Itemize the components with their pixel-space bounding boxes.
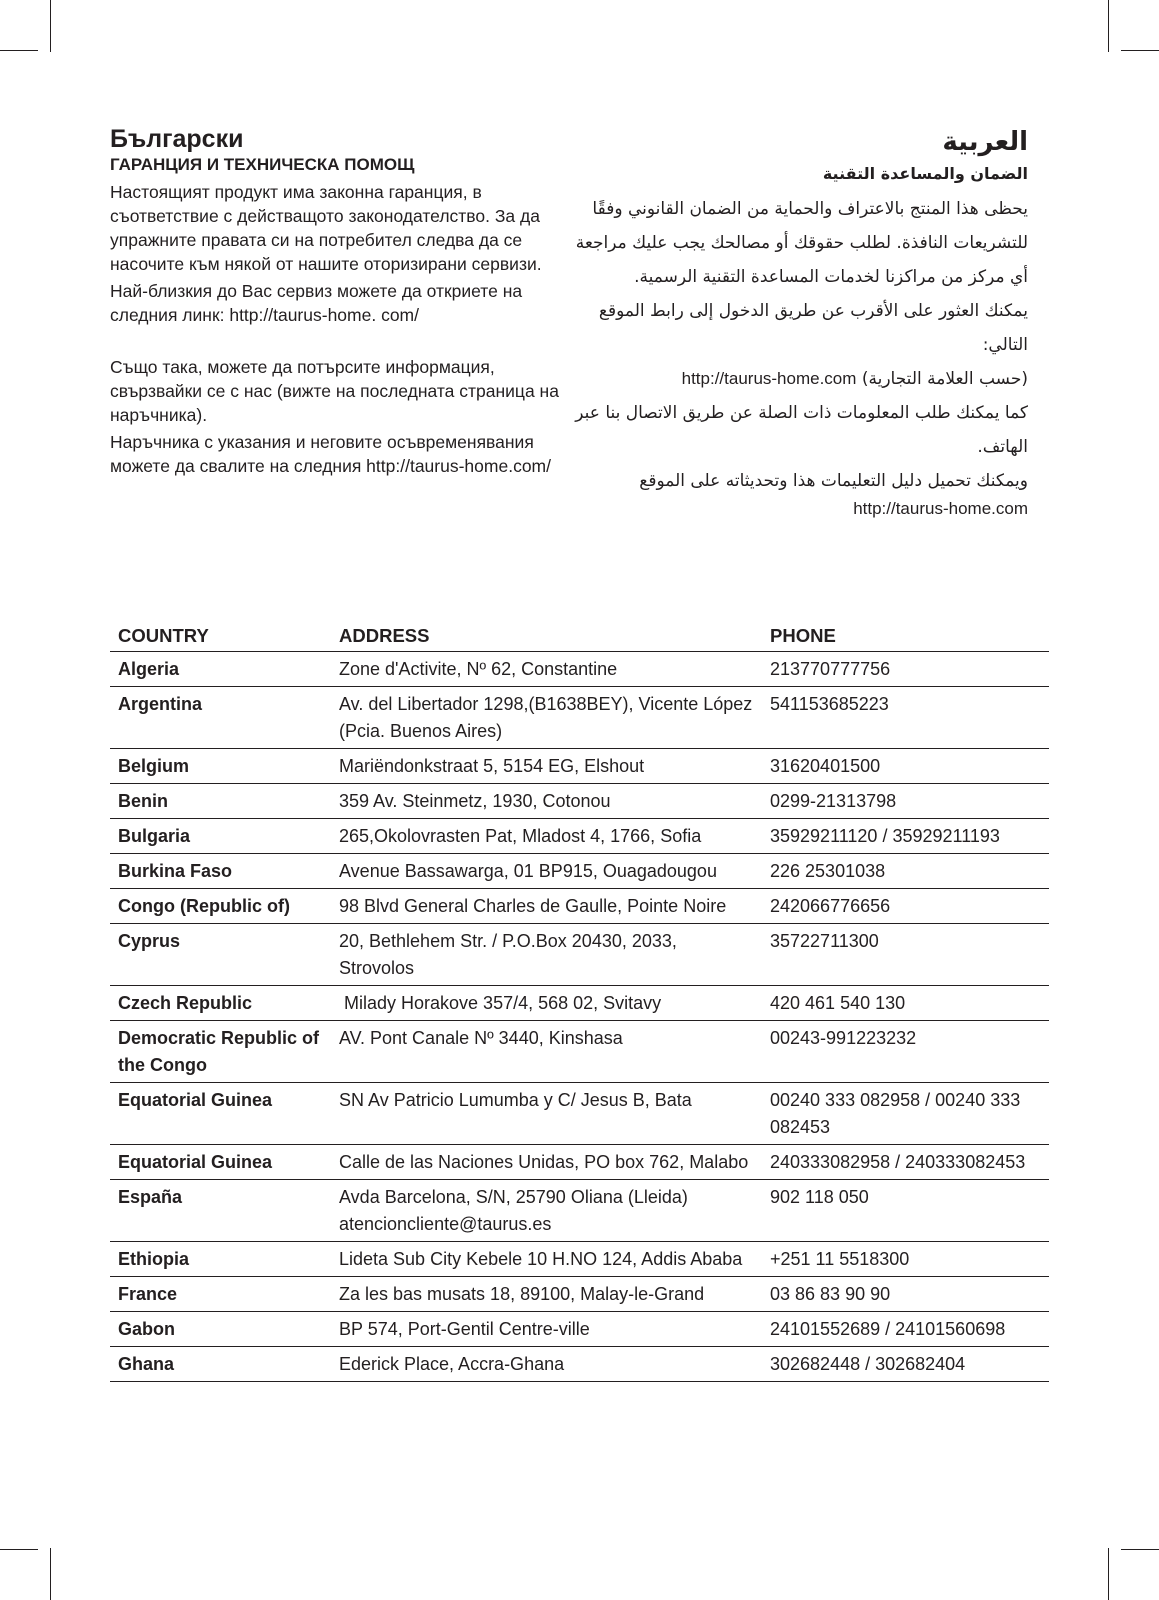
country-cell: Benin <box>110 784 331 819</box>
table-row <box>110 749 1049 784</box>
phone-cell: +251 11 5518300 <box>762 1242 1049 1277</box>
paragraph: كما يمكنك طلب المعلومات ذات الصلة عن طريق الاتصال بنا عبر الهاتف. <box>575 403 1028 457</box>
address-cell: Za les bas musats 18, 89100, Malay-le-Grand <box>331 1277 762 1312</box>
address-cell: 98 Blvd General Charles de Gaulle, Pointe Noire <box>331 889 762 924</box>
country-cell: Burkina Faso <box>110 854 331 889</box>
country-cell: Algeria <box>110 652 331 687</box>
paragraph: Също така, можете да потърсите информация, свързвайки се с нас (вижте на последната страница на наръчника). <box>110 357 559 425</box>
table-row <box>110 854 1049 889</box>
address-cell: Avda Barcelona, S/N, 25790 Oliana (Lleida) atencioncliente@taurus.es <box>331 1180 762 1242</box>
phone-cell: 302682448 / 302682404 <box>762 1347 1049 1382</box>
address-cell: SN Av Patricio Lumumba y C/ Jesus B, Bata <box>331 1083 762 1145</box>
table-row <box>110 784 1049 819</box>
paragraph: Най-близкия до Вас сервиз можете да откриете на следния линк: http://taurus-home. com/ <box>110 281 523 325</box>
table-row <box>110 1145 1049 1180</box>
country-cell: Ethiopia <box>110 1242 331 1277</box>
table-row <box>110 1083 1049 1145</box>
country-cell: Equatorial Guinea <box>110 1145 331 1180</box>
phone-cell: 242066776656 <box>762 889 1049 924</box>
phone-cell: 0299-21313798 <box>762 784 1049 819</box>
paragraph: Наръчника с указания и неговите осъвременявания можете да свалите на следния http://taurus-home.com/ <box>110 432 551 476</box>
phone-cell: 240333082958 / 240333082453 <box>762 1145 1049 1180</box>
service-centers-table <box>110 622 1049 1382</box>
table-row <box>110 1180 1049 1242</box>
country-cell: France <box>110 1277 331 1312</box>
table-row <box>110 924 1049 986</box>
crop-mark <box>0 1549 38 1550</box>
column-header-country: COUNTRY <box>110 622 331 652</box>
phone-cell: 541153685223 <box>762 687 1049 749</box>
address-cell: AV. Pont Canale Nº 3440, Kinshasa <box>331 1021 762 1083</box>
address-cell: Av. del Libertador 1298,(B1638BEY), Vicente López (Pcia. Buenos Aires) <box>331 687 762 749</box>
paragraph: يمكنك العثور على الأقرب عن طريق الدخول إلى رابط الموقع التالي: <box>598 301 1028 355</box>
column-header-address: ADDRESS <box>331 622 762 652</box>
table-row <box>110 1312 1049 1347</box>
table-row <box>110 1242 1049 1277</box>
phone-cell: 213770777756 <box>762 652 1049 687</box>
table-row <box>110 889 1049 924</box>
address-cell: 359 Av. Steinmetz, 1930, Cotonou <box>331 784 762 819</box>
table-row <box>110 986 1049 1021</box>
address-cell: Ederick Place, Accra-Ghana <box>331 1347 762 1382</box>
address-cell: Zone d'Activite, Nº 62, Constantine <box>331 652 762 687</box>
crop-mark <box>1108 1548 1109 1600</box>
address-cell: BP 574, Port-Gentil Centre-ville <box>331 1312 762 1347</box>
phone-cell: 03 86 83 90 90 <box>762 1277 1049 1312</box>
language-title: العربية <box>942 127 1028 157</box>
website-link[interactable]: http://taurus-home.com <box>681 369 857 388</box>
paragraph <box>568 362 1028 396</box>
country-cell: Democratic Republic of the Congo <box>110 1021 331 1083</box>
language-title: Български <box>110 125 244 153</box>
table-row <box>110 1277 1049 1312</box>
phone-cell: 24101552689 / 24101560698 <box>762 1312 1049 1347</box>
phone-cell: 31620401500 <box>762 749 1049 784</box>
country-cell: Czech Republic <box>110 986 331 1021</box>
country-cell: España <box>110 1180 331 1242</box>
crop-mark <box>0 50 38 51</box>
column-header-phone: PHONE <box>762 622 1049 652</box>
paragraph: ويمكنك تحميل دليل التعليمات هذا وتحديثاته على الموقع <box>639 471 1028 491</box>
phone-cell: 35929211120 / 35929211193 <box>762 819 1049 854</box>
country-cell: Bulgaria <box>110 819 331 854</box>
website-link[interactable]: http://taurus-home.com <box>853 499 1028 518</box>
paragraph: Настоящият продукт има законна гаранция, в съответствие с действащото законодателство. За да упражните правата си на потребител следва да се насочите към някой от нашите оторизирани сервизи. <box>110 182 542 274</box>
country-cell: Belgium <box>110 749 331 784</box>
table-row <box>110 652 1049 687</box>
section-heading: الضمان والمساعدة التقنية <box>822 164 1028 183</box>
table-row <box>110 687 1049 749</box>
table-row <box>110 1347 1049 1382</box>
bulgarian-section <box>110 124 560 481</box>
phone-cell: 35722711300 <box>762 924 1049 986</box>
crop-mark <box>1108 0 1109 52</box>
table-header-row <box>110 622 1049 652</box>
table-row <box>110 1021 1049 1083</box>
address-cell: 265,Okolovrasten Pat, Mladost 4, 1766, Sofia <box>331 819 762 854</box>
address-cell: Avenue Bassawarga, 01 BP915, Ouagadougou <box>331 854 762 889</box>
crop-mark <box>1121 50 1159 51</box>
arabic-section <box>568 124 1028 520</box>
country-cell: Argentina <box>110 687 331 749</box>
table-row <box>110 819 1049 854</box>
address-cell: Lideta Sub City Kebele 10 H.NO 124, Addis Ababa <box>331 1242 762 1277</box>
country-cell: Congo (Republic of) <box>110 889 331 924</box>
country-cell: Cyprus <box>110 924 331 986</box>
phone-cell: 420 461 540 130 <box>762 986 1049 1021</box>
phone-cell: 00240 333 082958 / 00240 333 082453 <box>762 1083 1049 1145</box>
phone-cell: 226 25301038 <box>762 854 1049 889</box>
country-cell: Gabon <box>110 1312 331 1347</box>
address-cell: 20, Bethlehem Str. / P.O.Box 20430, 2033, Strovolos <box>331 924 762 986</box>
address-cell: Milady Horakove 357/4, 568 02, Svitavy <box>331 986 762 1021</box>
country-cell: Equatorial Guinea <box>110 1083 331 1145</box>
crop-mark <box>50 0 51 52</box>
paragraph: يحظى هذا المنتج بالاعتراف والحماية من الضمان القانوني وفقًا للتشريعات النافذة. لطلب حقوقك أو مصالحك يجب عليك مراجعة أي مركز من مراكزنا لخدمات المساعدة التقنية الرسمية. <box>575 199 1028 287</box>
crop-mark <box>1121 1549 1159 1550</box>
address-cell: Mariëndonkstraat 5, 5154 EG, Elshout <box>331 749 762 784</box>
brand-note: (حسب العلامة التجارية) <box>861 369 1028 389</box>
country-cell: Ghana <box>110 1347 331 1382</box>
phone-cell: 00243-991223232 <box>762 1021 1049 1083</box>
crop-mark <box>50 1548 51 1600</box>
address-cell: Calle de las Naciones Unidas, PO box 762, Malabo <box>331 1145 762 1180</box>
section-heading: ГАРАНЦИЯ И ТЕХНИЧЕСКА ПОМОЩ <box>110 155 415 174</box>
phone-cell: 902 118 050 <box>762 1180 1049 1242</box>
